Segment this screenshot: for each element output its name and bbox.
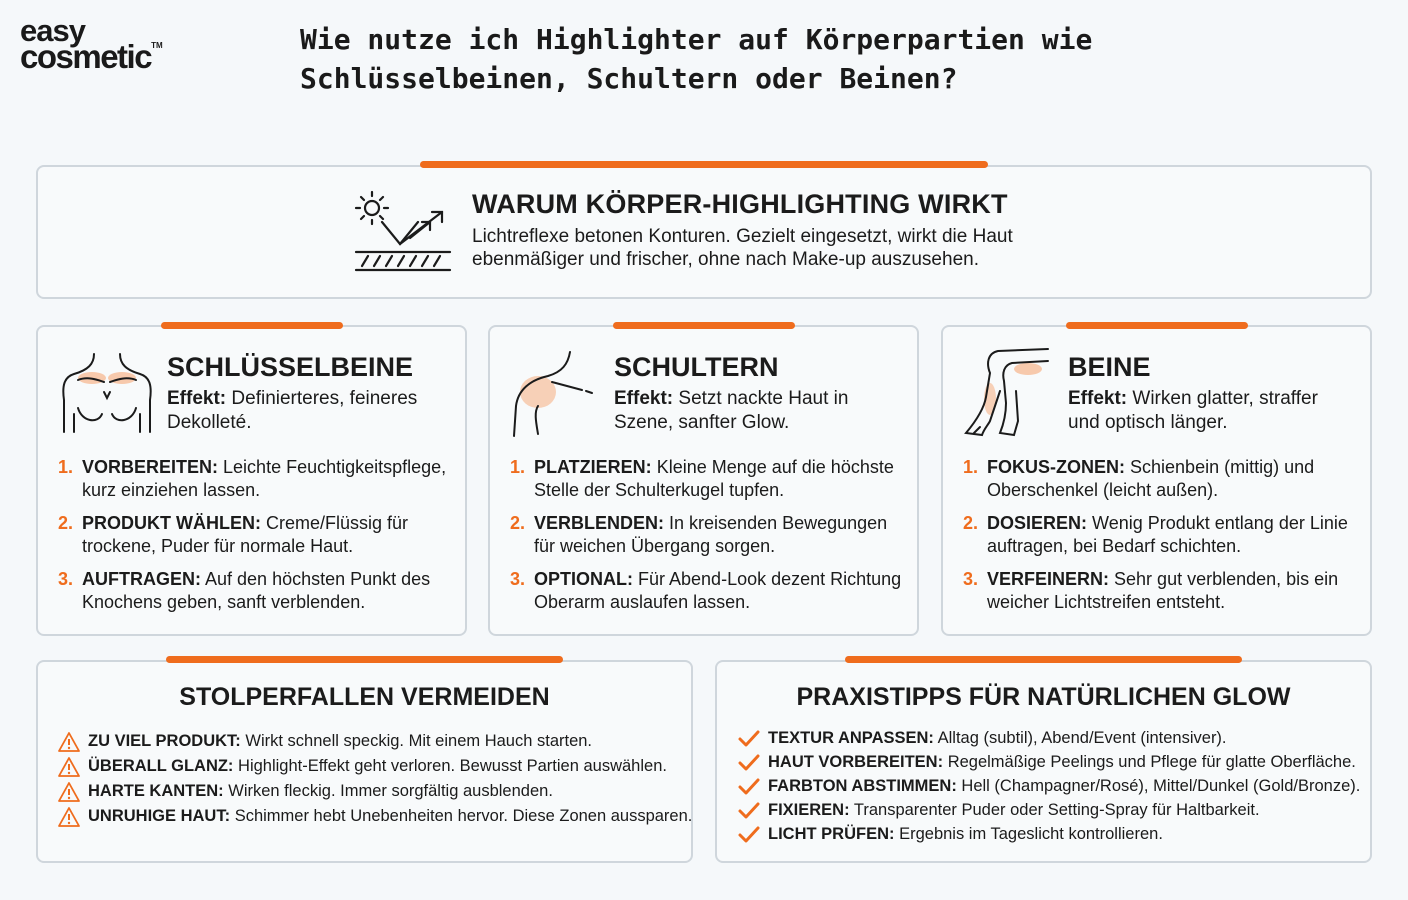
step-item bbox=[58, 456, 453, 502]
tip-text: Hell (Champagner/Rosé), Mittel/Dunkel (Gold/Bronze). bbox=[961, 777, 1361, 795]
step-text: Kleine Menge auf die höchste Stelle der Schulterkugel tupfen. bbox=[534, 457, 894, 500]
step-item bbox=[58, 568, 453, 614]
section-steps bbox=[963, 456, 1358, 624]
tip-text: Alltag (subtil), Abend/Event (intensiver). bbox=[937, 729, 1227, 747]
section-effect bbox=[614, 387, 884, 435]
section-steps bbox=[510, 456, 905, 624]
pitfall-item bbox=[58, 729, 688, 754]
checkmark-icon bbox=[738, 729, 760, 749]
tip-text: Transparenter Puder oder Setting-Spray für Haltbarkeit. bbox=[853, 801, 1260, 819]
pitfall-text: Schimmer hebt Unebenheiten hervor. Diese Zonen aussparen. bbox=[234, 807, 693, 825]
pitfall-label: ZU VIEL PRODUKT: bbox=[88, 732, 241, 750]
tip-item bbox=[738, 726, 1368, 750]
pitfall-label: ÜBERALL GLANZ: bbox=[88, 757, 234, 775]
warning-icon bbox=[58, 757, 80, 777]
pitfall-label: HARTE KANTEN: bbox=[88, 782, 224, 800]
step-number: 1. bbox=[510, 457, 526, 477]
pitfall-text: Wirkt schnell speckig. Mit einem Hauch starten. bbox=[245, 732, 593, 750]
step-number: 2. bbox=[963, 513, 979, 533]
step-text: Wenig Produkt entlang der Linie auftragen, bei Bedarf schichten. bbox=[987, 513, 1348, 556]
step-label: PRODUKT WÄHLEN: bbox=[82, 513, 261, 533]
brand-logo bbox=[20, 13, 163, 76]
intro-heading: WARUM KÖRPER-HIGHLIGHTING WIRKT bbox=[472, 189, 1008, 219]
step-number: 3. bbox=[58, 569, 74, 589]
checkmark-icon bbox=[738, 825, 760, 845]
pitfall-text: Wirken fleckig. Immer sorgfältig ausblenden. bbox=[228, 782, 553, 800]
step-item bbox=[963, 512, 1358, 558]
checkmark-icon bbox=[738, 777, 760, 797]
step-label: AUFTRAGEN: bbox=[82, 569, 201, 589]
step-label: DOSIEREN: bbox=[987, 513, 1088, 533]
step-text: In kreisenden Bewegungen für weichen Übergang sorgen. bbox=[534, 513, 888, 556]
effect-text: Wirken glatter, straffer und optisch länger. bbox=[1068, 388, 1318, 433]
step-text: Schienbein (mittig) und Oberschenkel (leicht außen). bbox=[987, 457, 1315, 500]
effect-label: Effekt: bbox=[167, 388, 227, 409]
step-label: OPTIONAL: bbox=[534, 569, 633, 589]
step-label: FOKUS-ZONEN: bbox=[987, 457, 1125, 477]
effect-text: Setzt nackte Haut in Szene, sanfter Glow. bbox=[614, 388, 849, 433]
tip-label: HAUT VORBEREITEN: bbox=[768, 753, 944, 771]
checkmark-icon bbox=[738, 801, 760, 821]
step-number: 1. bbox=[58, 457, 74, 477]
step-text: Auf den höchsten Punkt des Knochens geben, sanft verblenden. bbox=[82, 569, 431, 612]
section-accent-bar bbox=[1066, 322, 1248, 329]
page-title bbox=[300, 20, 1200, 98]
step-item bbox=[963, 456, 1358, 502]
section-steps bbox=[58, 456, 453, 624]
tip-label: FARBTON ABSTIMMEN: bbox=[768, 777, 957, 795]
step-label: VERBLENDEN: bbox=[534, 513, 665, 533]
section-accent-bar bbox=[613, 322, 795, 329]
section-heading: SCHLÜSSELBEINE bbox=[167, 352, 414, 382]
logo-line-1: easy bbox=[20, 13, 85, 48]
tip-label: FIXIEREN: bbox=[768, 801, 850, 819]
section-accent-bar bbox=[161, 322, 343, 329]
tips-heading: PRAXISTIPPS FÜR NATÜRLICHEN GLOW bbox=[796, 683, 1291, 711]
step-item bbox=[58, 512, 453, 558]
step-number: 2. bbox=[58, 513, 74, 533]
section-effect bbox=[1068, 387, 1338, 435]
pitfall-item bbox=[58, 779, 688, 804]
collarbone-icon bbox=[58, 352, 152, 436]
tip-text: Ergebnis im Tageslicht kontrollieren. bbox=[899, 825, 1163, 843]
effect-label: Effekt: bbox=[1068, 388, 1128, 409]
intro-text: Lichtreflexe betonen Konturen. Gezielt eingesetzt, wirkt die Haut ebenmäßiger und frischer, ohne nach Make-up auszusehen. bbox=[472, 226, 1013, 270]
tip-text: Regelmäßige Peelings und Pflege für glatte Oberfläche. bbox=[947, 753, 1356, 771]
warning-icon bbox=[58, 807, 80, 827]
tip-label: TEXTUR ANPASSEN: bbox=[768, 729, 934, 747]
step-text: Für Abend-Look dezent Richtung Oberarm auslaufen lassen. bbox=[534, 569, 902, 612]
page-title-line-1: Wie nutze ich Highlighter auf Körperpartien wie bbox=[300, 23, 1093, 56]
warning-icon bbox=[58, 782, 80, 802]
page-title-line-2: Schlüsselbeinen, Schultern oder Beinen? bbox=[300, 62, 958, 95]
step-label: VERFEINERN: bbox=[987, 569, 1110, 589]
checkmark-icon bbox=[738, 753, 760, 773]
section-heading: BEINE bbox=[1068, 352, 1151, 382]
step-text: Sehr gut verblenden, bis ein weicher Lichtstreifen entsteht. bbox=[987, 569, 1339, 612]
tip-item bbox=[738, 822, 1368, 846]
step-text: Leichte Feuchtigkeitspflege, kurz einziehen lassen. bbox=[82, 457, 447, 500]
section-heading: SCHULTERN bbox=[614, 352, 779, 382]
pitfall-item bbox=[58, 804, 693, 829]
logo-line-2: cosmetic™ bbox=[20, 38, 163, 76]
step-item bbox=[510, 456, 905, 502]
pitfall-text: Highlight-Effekt geht verloren. Bewusst Partien auswählen. bbox=[238, 757, 667, 775]
pitfalls-heading: STOLPERFALLEN VERMEIDEN bbox=[179, 683, 550, 711]
legs-icon bbox=[960, 347, 1052, 439]
effect-label: Effekt: bbox=[614, 388, 674, 409]
step-number: 3. bbox=[963, 569, 979, 589]
pitfall-item bbox=[58, 754, 688, 779]
step-item bbox=[963, 568, 1358, 614]
tips-list bbox=[738, 726, 1368, 846]
tip-item bbox=[738, 750, 1368, 774]
intro-accent-bar bbox=[420, 161, 988, 168]
shoulder-icon bbox=[508, 350, 598, 438]
step-text: Creme/Flüssig für trockene, Puder für normale Haut. bbox=[82, 513, 409, 556]
pitfalls-list bbox=[58, 729, 693, 829]
tip-item bbox=[738, 774, 1368, 798]
tip-item bbox=[738, 798, 1368, 822]
step-number: 1. bbox=[963, 457, 979, 477]
warning-icon bbox=[58, 732, 80, 752]
step-label: PLATZIEREN: bbox=[534, 457, 652, 477]
step-item bbox=[510, 568, 905, 614]
sun-reflection-icon bbox=[352, 188, 454, 274]
effect-text: Definierteres, feineres Dekolleté. bbox=[167, 388, 418, 433]
pitfalls-accent-bar bbox=[166, 656, 563, 663]
logo-trademark: TM bbox=[151, 41, 163, 51]
step-item bbox=[510, 512, 905, 558]
step-label: VORBEREITEN: bbox=[82, 457, 219, 477]
step-number: 3. bbox=[510, 569, 526, 589]
pitfall-label: UNRUHIGE HAUT: bbox=[88, 807, 231, 825]
section-effect bbox=[167, 387, 447, 435]
tips-accent-bar bbox=[845, 656, 1242, 663]
step-number: 2. bbox=[510, 513, 526, 533]
tip-label: LICHT PRÜFEN: bbox=[768, 825, 895, 843]
